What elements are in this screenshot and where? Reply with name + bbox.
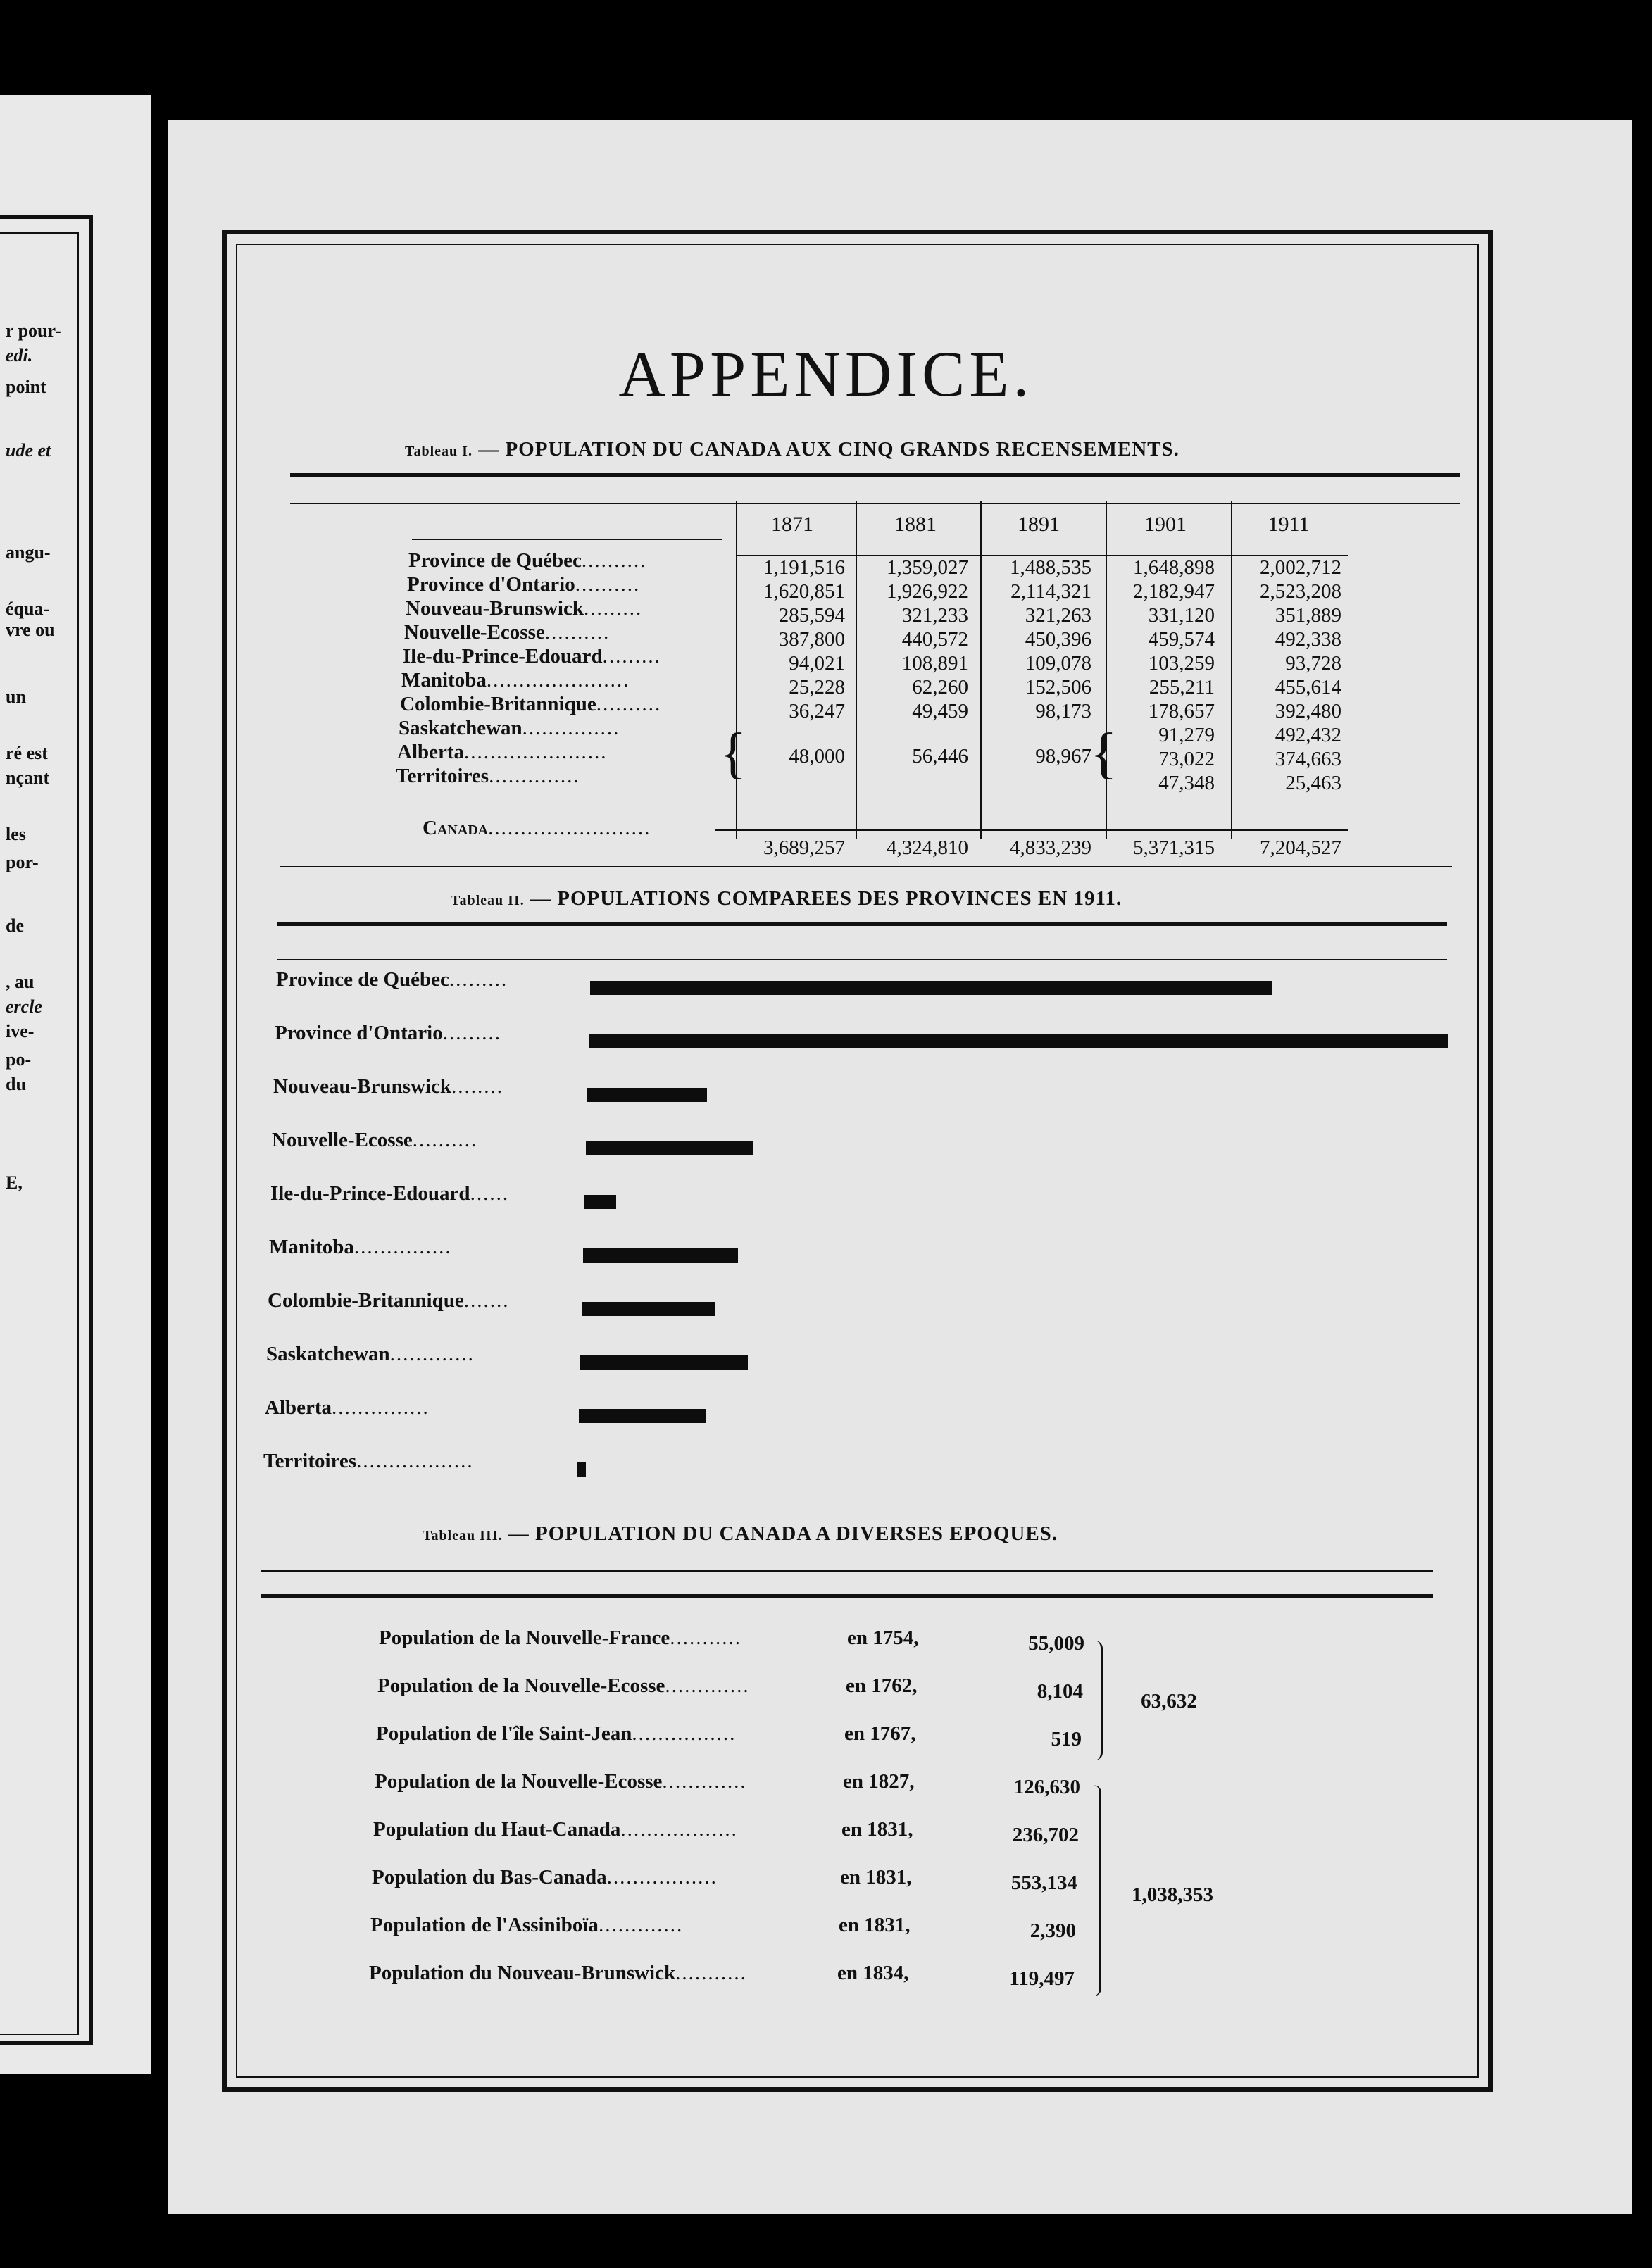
- leader-dots: ......: [470, 1182, 510, 1205]
- leader-dots: ...............: [353, 1236, 452, 1258]
- total-row-label: [423, 817, 651, 840]
- year-header-1871: 1871: [771, 513, 813, 536]
- left-page-fragment: r pour-: [6, 320, 61, 341]
- leader-dots: .............: [662, 1770, 747, 1793]
- province-name: Ile-du-Prince-Edouard: [403, 645, 603, 668]
- table1-cell: 152,506: [1025, 676, 1091, 698]
- leader-dots: ..........: [575, 573, 641, 596]
- page-title: APPENDICE.: [618, 338, 1034, 410]
- history-label: Population du Haut-Canada: [373, 1818, 621, 1841]
- province-name: Province d'Ontario: [407, 573, 575, 596]
- bar-category-label: [263, 1450, 474, 1473]
- table1-cell: 98,173: [1035, 700, 1091, 722]
- table2-label: Tableau II.: [451, 893, 525, 908]
- population-bar: [583, 1248, 738, 1263]
- left-page-fragment: nçant: [6, 768, 50, 788]
- history-value: 2,390: [1030, 1919, 1076, 1942]
- table1-cell: 392,480: [1275, 700, 1341, 722]
- province-name: Territoires: [396, 765, 489, 787]
- population-bar: [577, 1462, 586, 1477]
- history-label: Population du Bas-Canada: [372, 1866, 607, 1888]
- leader-dots: ...........: [675, 1962, 747, 1984]
- brace: {: [1090, 722, 1118, 784]
- history-year: en 1834,: [837, 1962, 909, 1984]
- leader-dots: ...........: [670, 1627, 741, 1649]
- category-name: Ile-du-Prince-Edouard: [270, 1182, 470, 1205]
- left-page-fragment: équa-: [6, 599, 50, 619]
- total-label: Canada: [423, 817, 489, 839]
- province-row-label: [406, 597, 642, 620]
- table1-cell: 1,488,535: [1010, 556, 1091, 579]
- table1-cell: 450,396: [1025, 628, 1091, 651]
- table3-rule-thin: [261, 1570, 1433, 1572]
- leader-dots: ..........: [596, 693, 662, 715]
- left-page-fragment: po-: [6, 1049, 32, 1070]
- left-page-fragment: , au: [6, 972, 35, 992]
- table1-cell: 492,432: [1275, 724, 1341, 746]
- history-year: en 1831,: [841, 1818, 913, 1841]
- table1-cell: 25,228: [789, 676, 845, 698]
- history-label: Population du Nouveau-Brunswick: [369, 1962, 676, 1984]
- year-header-1901: 1901: [1144, 513, 1187, 536]
- table1-header-rule: [412, 539, 722, 540]
- table1-cell-combined: 56,446: [912, 745, 968, 768]
- history-value: 119,497: [1009, 1967, 1075, 1990]
- table1-cell: 1,648,898: [1133, 556, 1215, 579]
- table1-cell: 374,663: [1275, 748, 1341, 770]
- table1-cell: 321,263: [1025, 604, 1091, 627]
- history-row-label: [379, 1627, 741, 1650]
- history-year: en 1767,: [844, 1722, 916, 1745]
- leader-dots: ...............: [522, 717, 620, 739]
- left-page-fragment: les: [6, 824, 26, 844]
- province-name: Alberta: [397, 741, 465, 763]
- category-name: Territoires: [263, 1450, 357, 1472]
- table1-cell: 1,359,027: [887, 556, 968, 579]
- table1-cell: 387,800: [778, 628, 845, 651]
- leader-dots: .........: [584, 597, 643, 620]
- category-name: Colombie-Britannique: [268, 1289, 464, 1312]
- table1-total-cell: 4,833,239: [1010, 837, 1091, 859]
- category-name: Saskatchewan: [266, 1343, 390, 1365]
- table1-cell: 351,889: [1275, 604, 1341, 627]
- history-row-label: [376, 1722, 736, 1746]
- province-row-label: [407, 573, 640, 596]
- category-name: Alberta: [265, 1396, 332, 1419]
- year-header-1911: 1911: [1268, 513, 1310, 536]
- leader-dots: .................: [606, 1866, 718, 1888]
- adjacent-page-inner-frame: [0, 232, 79, 2035]
- table1-cell: 62,260: [912, 676, 968, 698]
- leader-dots: ..................: [356, 1450, 474, 1472]
- leader-dots: .........: [442, 1022, 501, 1044]
- table1-cell: 1,191,516: [763, 556, 845, 579]
- leader-dots: ..........: [412, 1129, 478, 1151]
- province-row-label: [408, 549, 646, 572]
- table1-total-cell: 7,204,527: [1260, 837, 1341, 859]
- history-row-label: [373, 1818, 738, 1841]
- history-value: 236,702: [1012, 1824, 1079, 1846]
- year-header-1891: 1891: [1018, 513, 1060, 536]
- table1-cell: 108,891: [901, 652, 968, 675]
- left-page-fragment: ercle: [6, 996, 42, 1017]
- history-year: en 1831,: [840, 1866, 912, 1888]
- population-bar: [582, 1302, 715, 1316]
- province-row-label: [396, 765, 580, 788]
- left-page-fragment: ive-: [6, 1021, 35, 1041]
- table1-cell: 285,594: [778, 604, 845, 627]
- leader-dots: .........: [449, 968, 508, 991]
- table1-cell: 94,021: [789, 652, 845, 675]
- bar-category-label: [273, 1075, 503, 1098]
- table1-cell: 109,078: [1025, 652, 1091, 675]
- province-name: Manitoba: [401, 669, 487, 691]
- left-page-fragment: point: [6, 377, 46, 397]
- left-page-fragment: por-: [6, 852, 39, 872]
- history-label: Population de l'Assiniboïa: [370, 1914, 599, 1936]
- population-bar: [579, 1409, 706, 1423]
- population-bar: [584, 1195, 616, 1209]
- province-row-label: [404, 621, 610, 644]
- table1-cell: 47,348: [1158, 772, 1215, 794]
- population-bar: [580, 1355, 748, 1370]
- history-row-label: [370, 1914, 683, 1937]
- province-name: Nouvelle-Ecosse: [404, 621, 545, 644]
- table2-caption: [451, 887, 1122, 910]
- table1-cell: 2,182,947: [1133, 580, 1215, 603]
- province-name: Province de Québec: [408, 549, 582, 572]
- leader-dots: ...............: [332, 1396, 430, 1419]
- left-page-fragment: angu-: [6, 542, 51, 563]
- table1-total-rule: [715, 829, 1348, 831]
- history-year: en 1831,: [839, 1914, 911, 1936]
- history-label: Population de l'île Saint-Jean: [376, 1722, 632, 1745]
- history-label: Population de la Nouvelle-Ecosse: [375, 1770, 663, 1793]
- leader-dots: .............: [665, 1674, 750, 1697]
- left-page-fragment: edi.: [6, 345, 33, 365]
- history-year: en 1754,: [847, 1627, 919, 1649]
- bar-category-label: [270, 1182, 509, 1205]
- table1-title: — POPULATION DU CANADA AUX CINQ GRANDS RECENSEMENTS.: [478, 438, 1179, 461]
- category-name: Nouveau-Brunswick: [273, 1075, 451, 1098]
- province-row-label: [403, 645, 661, 668]
- bar-category-label: [268, 1289, 510, 1312]
- table2-title: — POPULATIONS COMPAREES DES PROVINCES EN 1911.: [530, 887, 1122, 910]
- table1-cell: 25,463: [1285, 772, 1341, 794]
- table1-cell: 255,211: [1149, 676, 1215, 698]
- table2-rule: [277, 922, 1447, 926]
- left-page-fragment: du: [6, 1074, 26, 1094]
- leader-dots: ..............: [489, 765, 580, 787]
- history-year: en 1762,: [846, 1674, 918, 1697]
- province-row-label: [401, 669, 630, 692]
- leader-dots: ..........: [581, 549, 647, 572]
- bar-category-label: [269, 1236, 452, 1259]
- table1-total-cell: 4,324,810: [887, 837, 968, 859]
- table1-bottom-rule: [280, 866, 1452, 867]
- table1-cell: 492,338: [1275, 628, 1341, 651]
- population-bar: [590, 981, 1272, 995]
- table1-cell: 1,926,922: [887, 580, 968, 603]
- table1-cell: 73,022: [1158, 748, 1215, 770]
- leader-dots: .............: [598, 1914, 684, 1936]
- history-label: Population de la Nouvelle-Ecosse: [377, 1674, 665, 1697]
- left-page-fragment: de: [6, 915, 24, 936]
- leader-dots: .........: [602, 645, 661, 668]
- table1-cell: 91,279: [1158, 724, 1215, 746]
- leader-dots: ................: [632, 1722, 737, 1745]
- group-total: 63,632: [1141, 1690, 1197, 1712]
- population-bar: [586, 1141, 753, 1155]
- population-bar: [587, 1088, 707, 1102]
- province-name: Nouveau-Brunswick: [406, 597, 584, 620]
- category-name: Province d'Ontario: [275, 1022, 443, 1044]
- table1-cell-combined: 98,967: [1035, 745, 1091, 768]
- history-row-label: [369, 1962, 747, 1985]
- table1-cell: 455,614: [1275, 676, 1341, 698]
- table1-cell: 1,620,851: [763, 580, 845, 603]
- table1-cell: 440,572: [901, 628, 968, 651]
- history-row-label: [375, 1770, 747, 1793]
- category-name: Nouvelle-Ecosse: [272, 1129, 413, 1151]
- history-row-label: [377, 1674, 750, 1698]
- table1-rule: [290, 473, 1460, 477]
- history-value: 55,009: [1028, 1632, 1084, 1655]
- table1-cell: 459,574: [1148, 628, 1215, 651]
- table1-caption: [405, 438, 1179, 461]
- group-brace: [1094, 1785, 1101, 1996]
- category-name: Manitoba: [269, 1236, 354, 1258]
- history-year: en 1827,: [843, 1770, 915, 1793]
- table1-label: Tableau I.: [405, 444, 473, 459]
- leader-dots: ........: [451, 1075, 503, 1098]
- bar-category-label: [265, 1396, 430, 1420]
- leader-dots: .............: [389, 1343, 475, 1365]
- table1-cell: 2,114,321: [1010, 580, 1091, 603]
- table2-rule-thin: [277, 959, 1447, 960]
- table1-cell: 93,728: [1285, 652, 1341, 675]
- table1-cell: 321,233: [901, 604, 968, 627]
- leader-dots: .......: [463, 1289, 510, 1312]
- group-total: 1,038,353: [1132, 1884, 1213, 1906]
- history-label: Population de la Nouvelle-France: [379, 1627, 670, 1649]
- table3-label: Tableau III.: [423, 1528, 503, 1543]
- table1-cell: 178,657: [1148, 700, 1215, 722]
- province-row-label: [399, 717, 620, 740]
- left-page-fragment: vre ou: [6, 620, 55, 640]
- history-row-label: [372, 1866, 718, 1889]
- leader-dots: .........................: [488, 817, 651, 839]
- leader-dots: ......................: [486, 669, 630, 691]
- category-name: Province de Québec: [276, 968, 449, 991]
- province-row-label: [400, 693, 661, 716]
- leader-dots: ..................: [620, 1818, 738, 1841]
- table1-cell-combined: 48,000: [789, 745, 845, 768]
- table3-title: — POPULATION DU CANADA A DIVERSES EPOQUES.: [508, 1522, 1058, 1545]
- province-name: Colombie-Britannique: [400, 693, 596, 715]
- table1-cell: 103,259: [1148, 652, 1215, 675]
- brace: {: [720, 722, 747, 784]
- table1-total-cell: 3,689,257: [763, 837, 845, 859]
- province-name: Saskatchewan: [399, 717, 522, 739]
- history-value: 553,134: [1010, 1872, 1077, 1894]
- left-page-fragment: ré est: [6, 743, 48, 763]
- table1-cell: 2,523,208: [1260, 580, 1341, 603]
- history-value: 8,104: [1037, 1680, 1083, 1703]
- table1-cell: 2,002,712: [1260, 556, 1341, 579]
- group-brace: [1095, 1641, 1103, 1760]
- year-header-1881: 1881: [894, 513, 937, 536]
- table1-cell: 331,120: [1148, 604, 1215, 627]
- leader-dots: ......................: [464, 741, 608, 763]
- left-page-fragment: ude et: [6, 440, 51, 461]
- bar-category-label: [275, 1022, 501, 1045]
- bar-category-label: [276, 968, 508, 991]
- table1-total-cell: 5,371,315: [1133, 837, 1215, 859]
- table3-caption: [423, 1522, 1058, 1546]
- bar-category-label: [266, 1343, 475, 1366]
- table1-cell: 49,459: [912, 700, 968, 722]
- history-value: 519: [1051, 1728, 1082, 1750]
- table1-rule-thin: [290, 503, 1460, 504]
- leader-dots: ..........: [544, 621, 611, 644]
- left-page-fragment: un: [6, 687, 26, 707]
- table3-rule: [261, 1594, 1433, 1598]
- table1-cell: 36,247: [789, 700, 845, 722]
- province-row-label: [397, 741, 608, 764]
- history-value: 126,630: [1013, 1776, 1080, 1798]
- population-bar: [589, 1034, 1448, 1048]
- left-page-fragment: E,: [6, 1172, 23, 1193]
- bar-category-label: [272, 1129, 477, 1152]
